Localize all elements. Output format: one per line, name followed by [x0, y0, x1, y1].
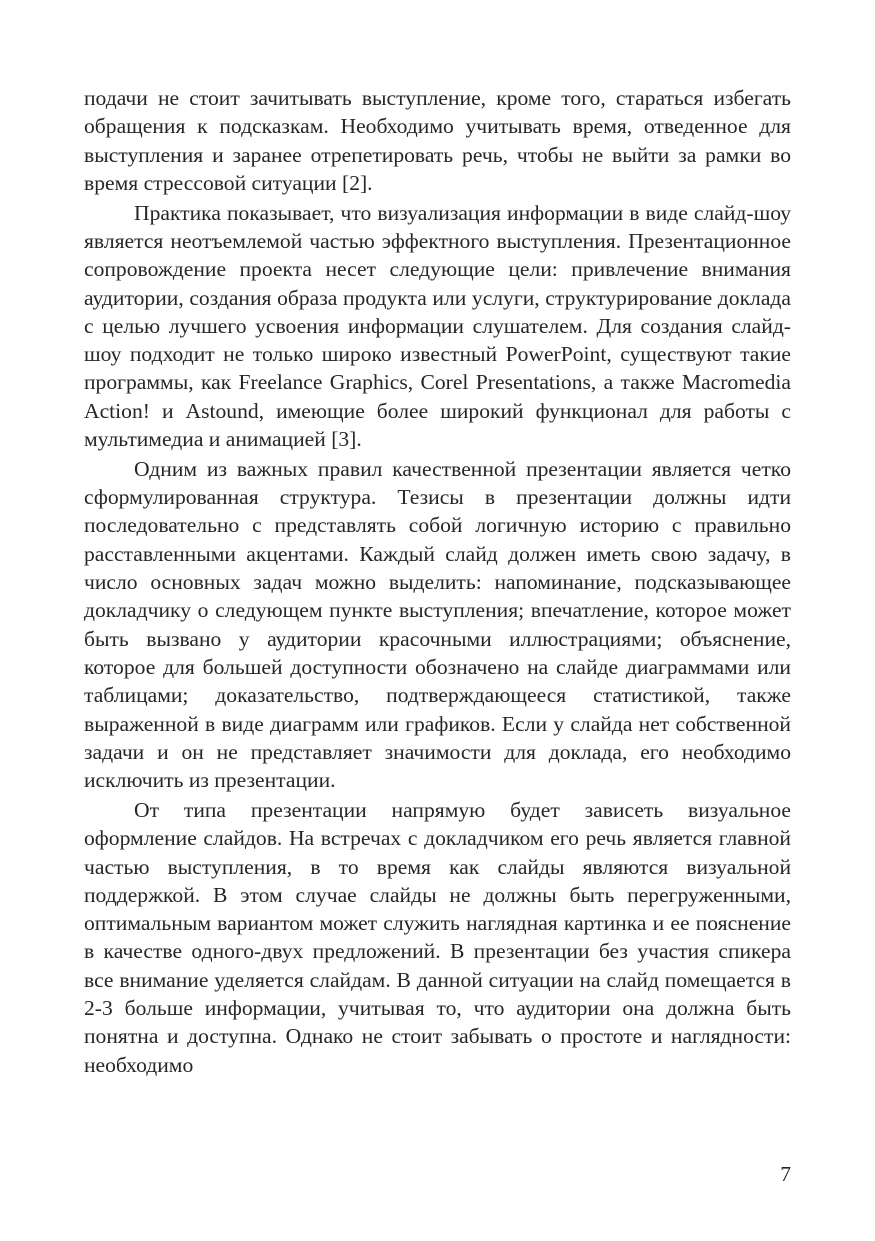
page-number: 7	[780, 1162, 791, 1186]
paragraph-visualization: Практика показывает, что визуализация информации в виде слайд-шоу является неотъемлемой частью эффектного выступления. Презентационное сопровождение проекта несет следующие цели: привлечение внимания аудитории, создания образа продукта или услуги, структурирование доклада с целью лучшего усвоения информации слушателем. Для создания слайд-шоу подходит не только широко известный PowerPoint, существуют такие программы, как Freelance Graphics, Corel Presentations, а также Macromedia Action! и Astound, имеющие более широкий функционал для работы с мультимедиа и анимацией [3].	[84, 200, 791, 452]
paragraph-slide-design: От типа презентации напрямую будет зависеть визуальное оформление слайдов. На встречах с докладчиком его речь является главной частью выступления, в то время как слайды являются визуальной поддержкой. В этом случае слайды не должны быть перегруженными, оптимальным вариантом может служить наглядная картинка и ее пояснение в качестве одного-двух предложений. В презентации без участия спикера все внимание уделяется слайдам. В данной ситуации на слайд помещается в 2-3 больше информации, учитывая то, что аудитории она должна быть понятна и доступна. Однако не стоит забывать о простоте и наглядности: необходимо	[84, 797, 791, 1077]
text-body	[84, 84, 791, 1079]
paragraph-continuation: подачи не стоит зачитывать выступление, кроме того, стараться избегать обращения к подсказкам. Необходимо учитывать время, отведенное для выступления и заранее отрепетировать речь, чтобы не выйти за рамки во время стрессовой ситуации [2].	[84, 86, 791, 195]
paragraph-structure: Одним из важных правил качественной презентации является четко сформулированная структура. Тезисы в презентации должны идти последовательно с представлять собой логичную историю с правильно расставленными акцентами. Каждый слайд должен иметь свою задачу, в число основных задач можно выделить: напоминание, подсказывающее докладчику о следующем пункте выступления; впечатление, которое может быть вызвано у аудитории красочными иллюстрациями; объяснение, которое для большей доступности обозначено на слайде диаграммами или таблицами; доказательство, подтверждающееся статистикой, также выраженной в виде диаграмм или графиков. Если у слайда нет собственной задачи и он не представляет значимости для доклада, его необходимо исключить из презентации.	[84, 456, 791, 793]
